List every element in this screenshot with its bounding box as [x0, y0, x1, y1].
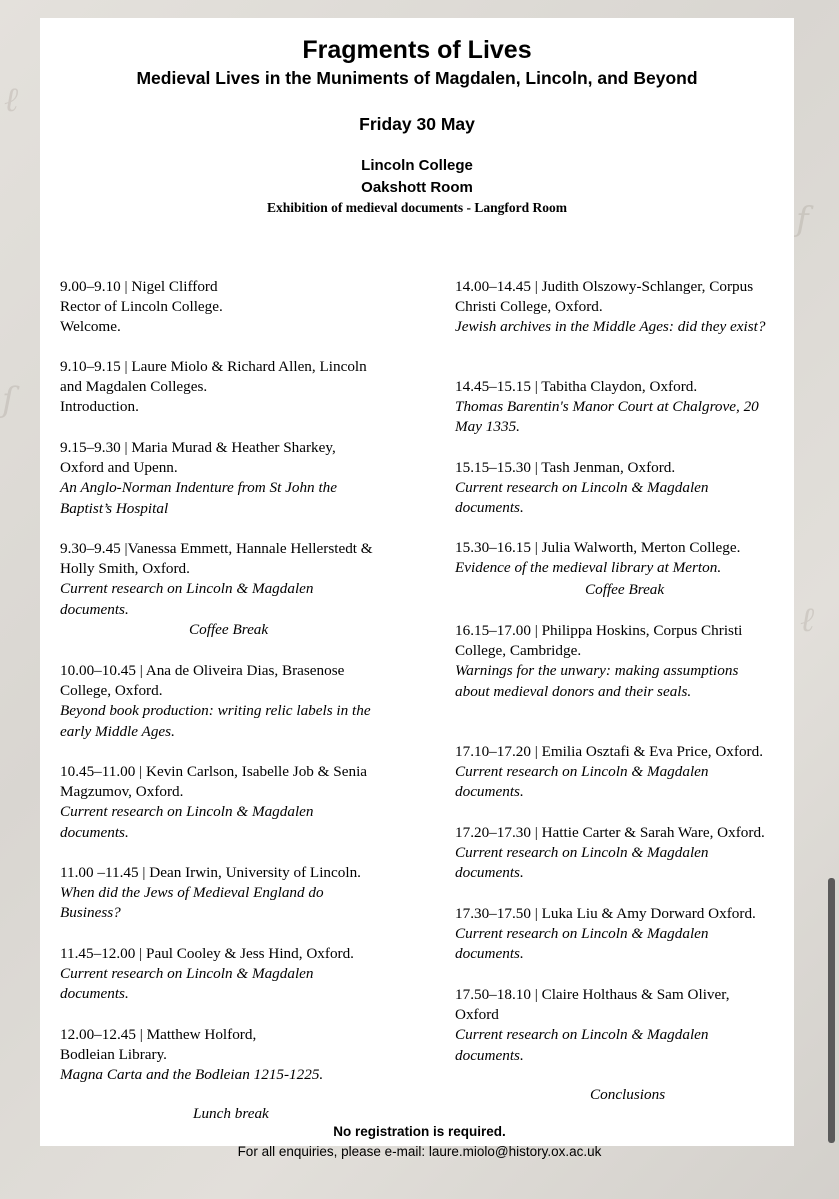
item-speaker: 9.10–9.15 | Laure Miolo & Richard Allen, Lincoln — [60, 358, 367, 375]
item-talk-title: Current research on Lincoln & Magdalen — [455, 1026, 709, 1044]
schedule-item — [455, 538, 805, 578]
item-talk-title: Business? — [60, 904, 121, 922]
schedule-item — [455, 377, 805, 438]
item-speaker: 17.20–17.30 | Hattie Carter & Sarah Ware, Oxford. — [455, 824, 765, 841]
item-talk-title: about medieval donors and their seals. — [455, 682, 692, 700]
schedule-item — [60, 944, 410, 1005]
item-speaker: 9.15–9.30 | Maria Murad & Heather Sharkey, — [60, 439, 336, 456]
item-talk-title: An Anglo-Norman Indenture from St John the — [60, 479, 338, 497]
item-talk-title: Current research on Lincoln & Magdalen — [455, 844, 709, 862]
item-affiliation: Christi College, Oxford. — [455, 298, 603, 316]
schedule-item — [455, 742, 805, 803]
item-speaker: 16.15–17.00 | Philippa Hoskins, Corpus Christi — [455, 622, 743, 639]
schedule-item — [455, 621, 805, 702]
item-talk-title: documents. — [455, 499, 524, 517]
schedule-item — [455, 985, 805, 1066]
vertical-scrollbar[interactable] — [828, 878, 835, 1143]
item-speaker: 17.10–17.20 | Emilia Osztafi & Eva Price, Oxford. — [455, 743, 763, 760]
background-script-decoration: ℓ — [4, 80, 19, 120]
exhibition-note: Exhibition of medieval documents - Langford Room — [266, 200, 567, 215]
item-speaker: 15.30–16.15 | Julia Walworth, Merton College. — [455, 539, 741, 556]
background-script-decoration: ſ — [2, 380, 15, 420]
item-talk-title: documents. — [60, 985, 129, 1003]
item-affiliation: and Magdalen Colleges. — [60, 378, 208, 396]
item-talk-title: Current research on Lincoln & Magdalen — [60, 965, 314, 983]
item-talk-title: Evidence of the medieval library at Merton. — [455, 559, 722, 577]
coffee-break-label: Coffee Break — [189, 621, 269, 638]
item-talk-title: Magna Carta and the Bodleian 1215-1225. — [60, 1066, 324, 1084]
item-speaker: 14.45–15.15 | Tabitha Claydon, Oxford. — [455, 378, 698, 395]
schedule-item — [60, 1025, 410, 1086]
item-talk-title: Baptist’s Hospital — [60, 499, 169, 517]
item-talk-title: documents. — [455, 1046, 524, 1064]
item-speaker: 9.30–9.45 |Vanessa Emmett, Hannale Hellerstedt & — [60, 540, 373, 557]
item-speaker: 17.50–18.10 | Claire Holthaus & Sam Oliver, — [455, 986, 730, 1003]
conclusions-label: Conclusions — [590, 1086, 666, 1103]
item-affiliation: Holly Smith, Oxford. — [60, 560, 190, 578]
item-talk-title: Jewish archives in the Middle Ages: did they exist? — [455, 318, 766, 336]
page-title: Fragments of Lives — [302, 36, 532, 64]
item-speaker: 10.45–11.00 | Kevin Carlson, Isabelle Job & Senia — [60, 763, 368, 780]
schedule-item — [60, 357, 410, 418]
schedule-item — [60, 277, 410, 338]
schedule-item — [455, 458, 805, 519]
venue-college: Lincoln College — [361, 157, 473, 174]
registration-note: No registration is required. — [333, 1124, 506, 1139]
item-talk-title: documents. — [60, 600, 129, 618]
item-talk-title: documents. — [455, 945, 524, 963]
item-speaker: 12.00–12.45 | Matthew Holford, — [60, 1026, 257, 1043]
item-affiliation: Oxford — [455, 1006, 499, 1024]
enquiries-note: For all enquiries, please e-mail: laure.miolo@history.ox.ac.uk — [237, 1144, 602, 1159]
event-date: Friday 30 May — [359, 114, 475, 134]
item-talk-title: Beyond book production: writing relic labels in the — [60, 702, 371, 720]
schedule-item — [60, 762, 410, 843]
page-subtitle: Medieval Lives in the Muniments of Magdalen, Lincoln, and Beyond — [136, 68, 698, 88]
item-talk-title: Current research on Lincoln & Magdalen — [455, 763, 709, 781]
lunch-break-label: Lunch break — [193, 1105, 269, 1122]
item-topic: Introduction. — [60, 398, 139, 416]
item-speaker: 11.45–12.00 | Paul Cooley & Jess Hind, Oxford. — [60, 945, 354, 962]
schedule-item — [60, 438, 410, 519]
item-affiliation: Magzumov, Oxford. — [60, 783, 184, 801]
item-talk-title: When did the Jews of Medieval England do — [60, 884, 324, 902]
schedule-item — [60, 661, 410, 742]
schedule-item — [455, 823, 805, 884]
event-poster — [40, 18, 794, 1146]
item-talk-title: Warnings for the unwary: making assumptions — [455, 662, 739, 680]
schedule-item — [60, 863, 410, 924]
item-speaker: 10.00–10.45 | Ana de Oliveira Dias, Brasenose — [60, 662, 345, 679]
item-talk-title: May 1335. — [455, 418, 520, 436]
schedule-item — [60, 539, 410, 620]
item-speaker: 9.00–9.10 | Nigel Clifford — [60, 278, 218, 295]
item-affiliation: College, Oxford. — [60, 682, 163, 700]
item-talk-title: Current research on Lincoln & Magdalen — [455, 479, 709, 497]
item-affiliation: Rector of Lincoln College. — [60, 298, 223, 316]
schedule-item — [455, 904, 805, 965]
item-speaker: 17.30–17.50 | Luka Liu & Amy Dorward Oxford. — [455, 905, 756, 922]
background-script-decoration: ℓ — [800, 600, 815, 640]
poster-footer — [0, 1122, 839, 1162]
item-talk-title: Current research on Lincoln & Magdalen — [455, 925, 709, 943]
item-topic: Welcome. — [60, 318, 121, 336]
item-talk-title: Thomas Barentin's Manor Court at Chalgrove, 20 — [455, 398, 759, 416]
schedule-item — [455, 277, 805, 338]
item-affiliation: College, Cambridge. — [455, 642, 582, 660]
item-speaker: 15.15–15.30 | Tash Jenman, Oxford. — [455, 459, 676, 476]
item-talk-title: documents. — [455, 783, 524, 801]
item-affiliation: Bodleian Library. — [60, 1046, 167, 1064]
item-talk-title: documents. — [60, 823, 129, 841]
item-talk-title: early Middle Ages. — [60, 722, 175, 740]
coffee-break-label: Coffee Break — [585, 581, 665, 598]
item-speaker: 14.00–14.45 | Judith Olszowy-Schlanger, Corpus — [455, 278, 754, 295]
background-script-decoration: ƒ — [796, 200, 809, 240]
item-speaker: 11.00 –11.45 | Dean Irwin, University of Lincoln. — [60, 864, 361, 881]
item-talk-title: documents. — [455, 864, 524, 882]
venue-room: Oakshott Room — [361, 179, 473, 196]
item-talk-title: Current research on Lincoln & Magdalen — [60, 580, 314, 598]
item-affiliation: Oxford and Upenn. — [60, 459, 178, 477]
item-talk-title: Current research on Lincoln & Magdalen — [60, 803, 314, 821]
